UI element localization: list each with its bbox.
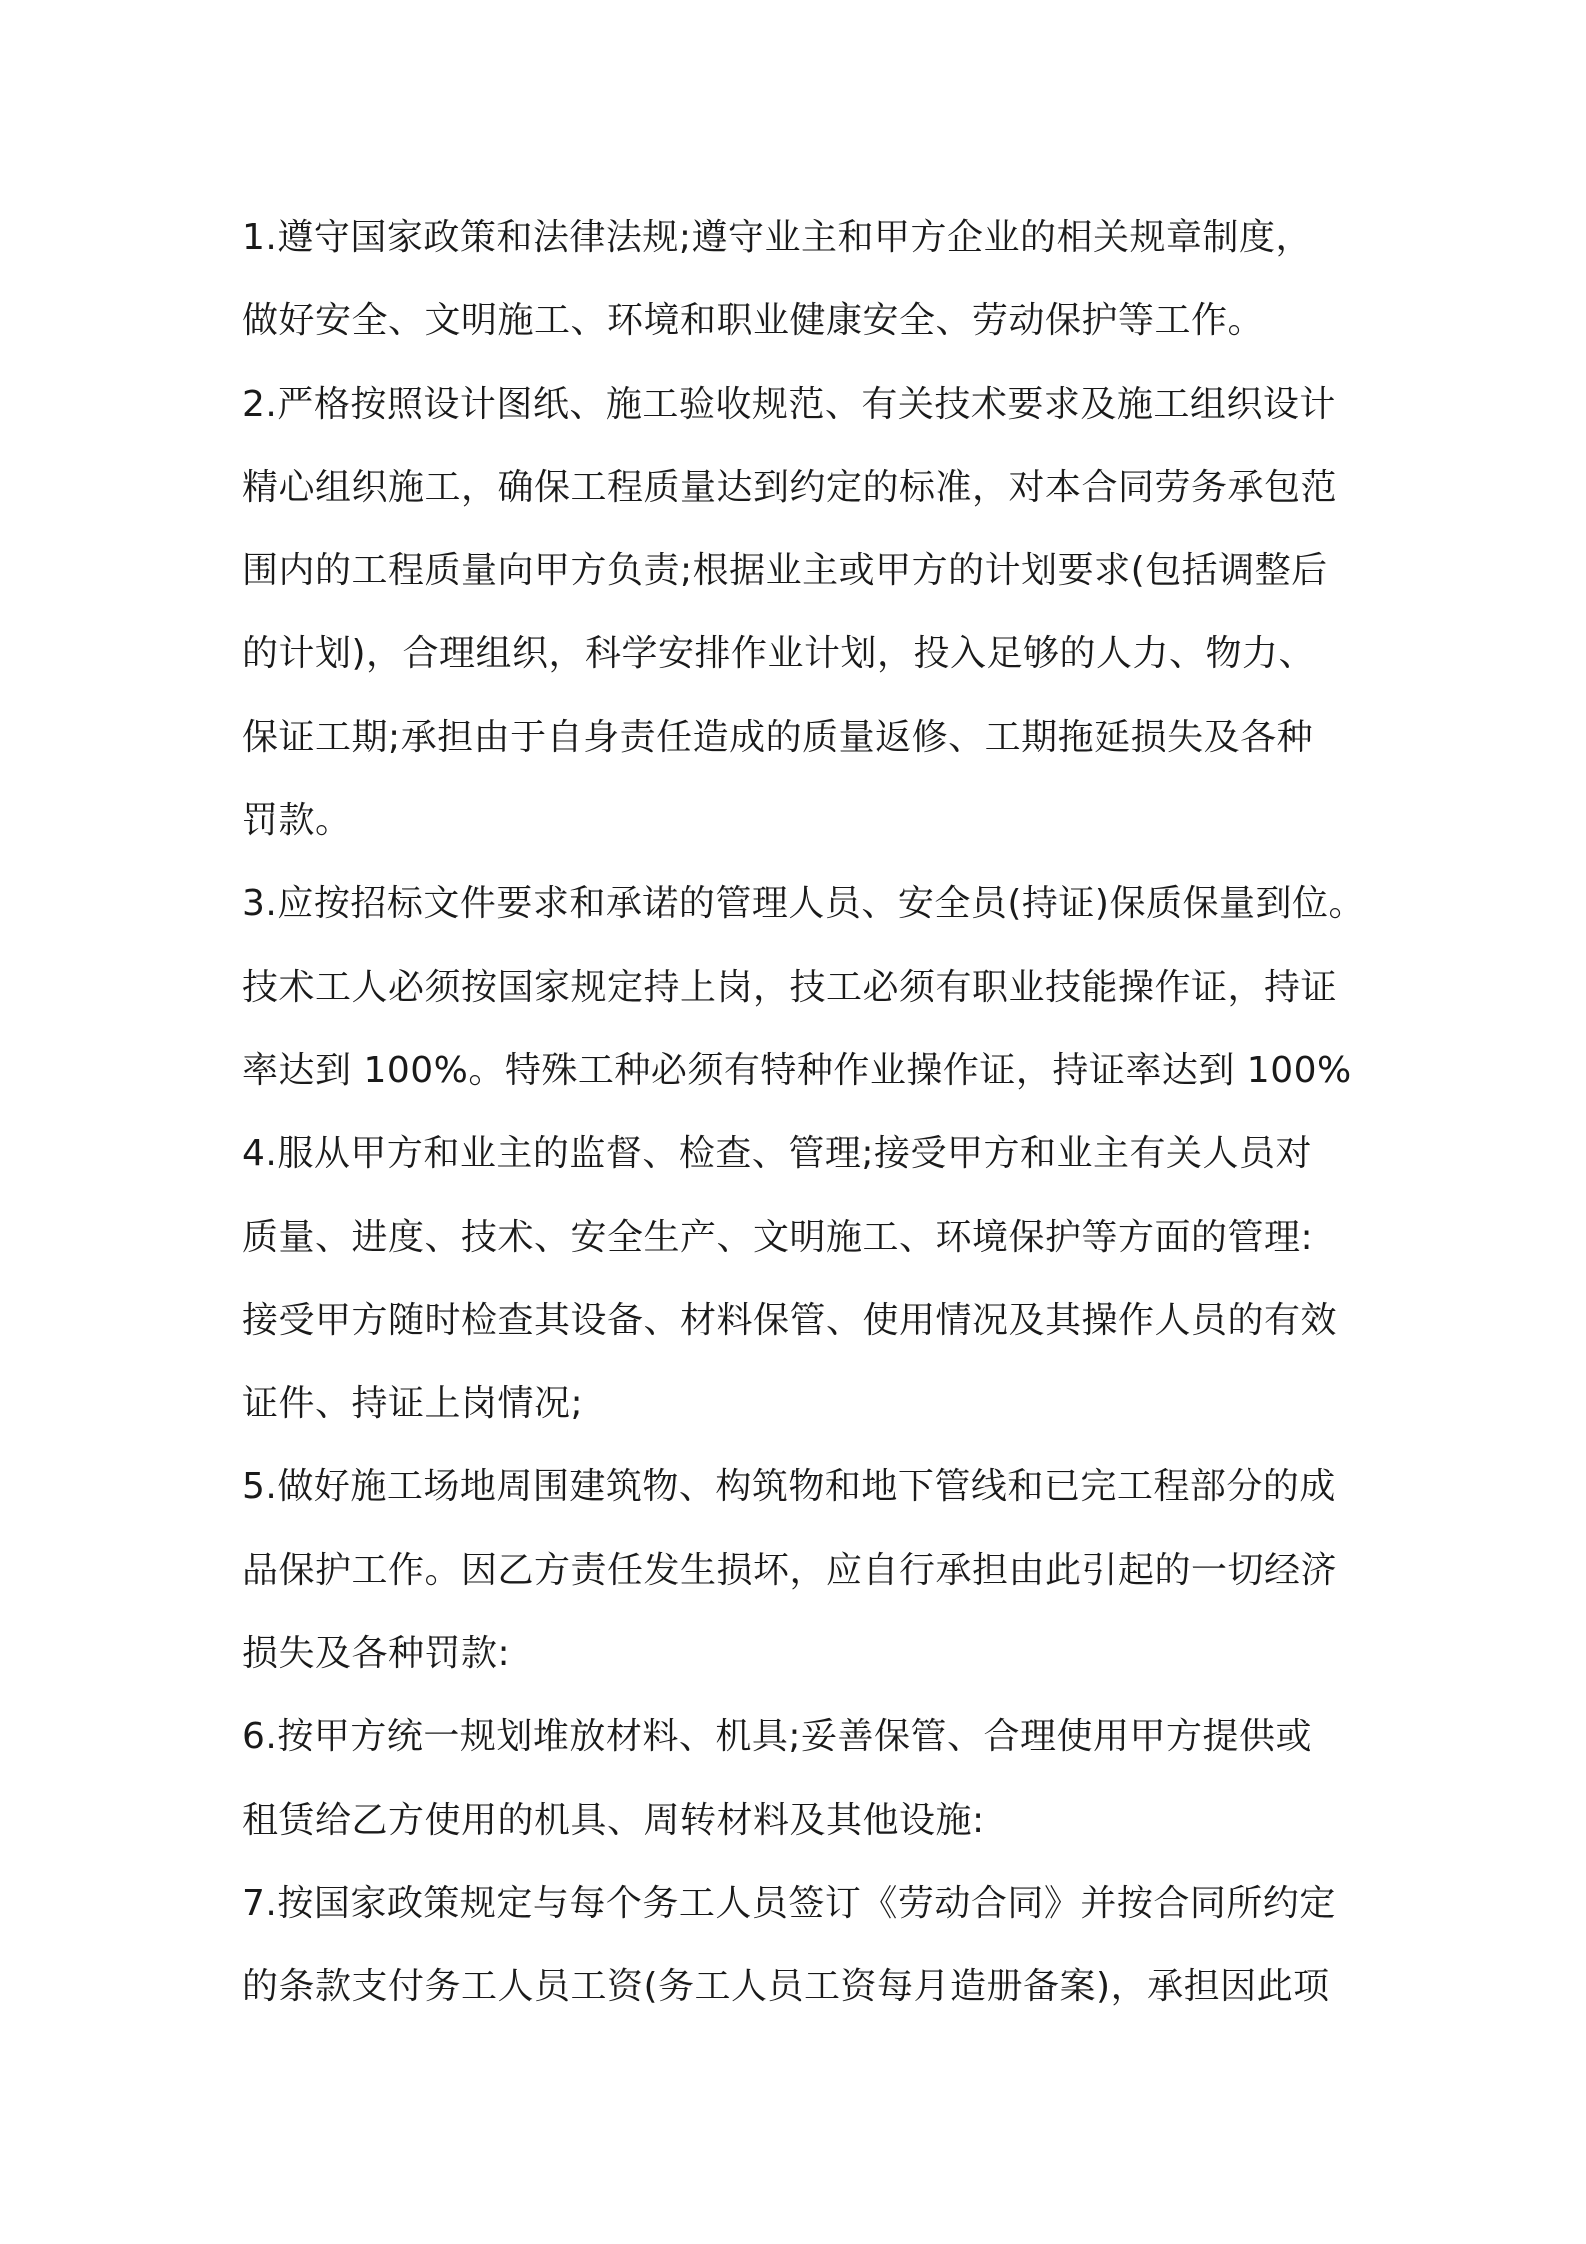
text-line-12: 4.服从甲方和业主的监督、检查、管理;接受甲方和业主有关人员对 [242, 1133, 1312, 1175]
text-line-15: 证件、持证上岗情况; [242, 1383, 584, 1425]
text-line-6: 的计划)，合理组织，科学安排作业计划，投入足够的人力、物力、 [242, 633, 1316, 675]
text-line-18: 损失及各种罚款: [242, 1633, 511, 1675]
document-body [242, 196, 1382, 2029]
text-line-2: 做好安全、文明施工、环境和职业健康安全、劳动保护等工作。 [242, 300, 1265, 342]
text-line-10: 技术工人必须按国家规定持上岗，技工必须有职业技能操作证，持证 [242, 966, 1338, 1008]
text-line-8: 罚款。 [242, 800, 352, 842]
text-line-3: 2.严格按照设计图纸、施工验收规范、有关技术要求及施工组织设计 [242, 383, 1336, 425]
text-line-17: 品保护工作。因乙方责任发生损坏，应自行承担由此引起的一切经济 [242, 1549, 1338, 1591]
text-line-19: 6.按甲方统一规划堆放材料、机具;妥善保管、合理使用甲方提供或 [242, 1716, 1312, 1758]
text-line-1: 1.遵守国家政策和法律法规;遵守业主和甲方企业的相关规章制度， [242, 217, 1312, 258]
text-line-14: 接受甲方随时检查其设备、材料保管、使用情况及其操作人员的有效 [242, 1299, 1338, 1341]
text-line-5: 围内的工程质量向甲方负责;根据业主或甲方的计划要求(包括调整后 [242, 550, 1328, 592]
text-line-9: 3.应按招标文件要求和承诺的管理人员、安全员(持证)保质保量到位。 [242, 883, 1365, 925]
text-line-4: 精心组织施工，确保工程质量达到约定的标准，对本合同劳务承包范 [242, 466, 1338, 508]
text-line-20: 租赁给乙方使用的机具、周转材料及其他设施: [242, 1799, 985, 1841]
text-line-22: 的条款支付务工人员工资(务工人员工资每月造册备案)，承担因此项 [242, 1966, 1330, 2008]
text-line-7: 保证工期;承担由于自身责任造成的质量返修、工期拖延损失及各种 [242, 716, 1314, 758]
text-line-21: 7.按国家政策规定与每个务工人员签订《劳动合同》并按合同所约定 [242, 1882, 1336, 1924]
text-line-16: 5.做好施工场地周围建筑物、构筑物和地下管线和已完工程部分的成 [242, 1466, 1336, 1508]
text-line-13: 质量、进度、技术、安全生产、文明施工、环境保护等方面的管理: [242, 1216, 1314, 1258]
text-line-11: 率达到 100%。特殊工种必须有特种作业操作证，持证率达到 100% [242, 1049, 1352, 1091]
